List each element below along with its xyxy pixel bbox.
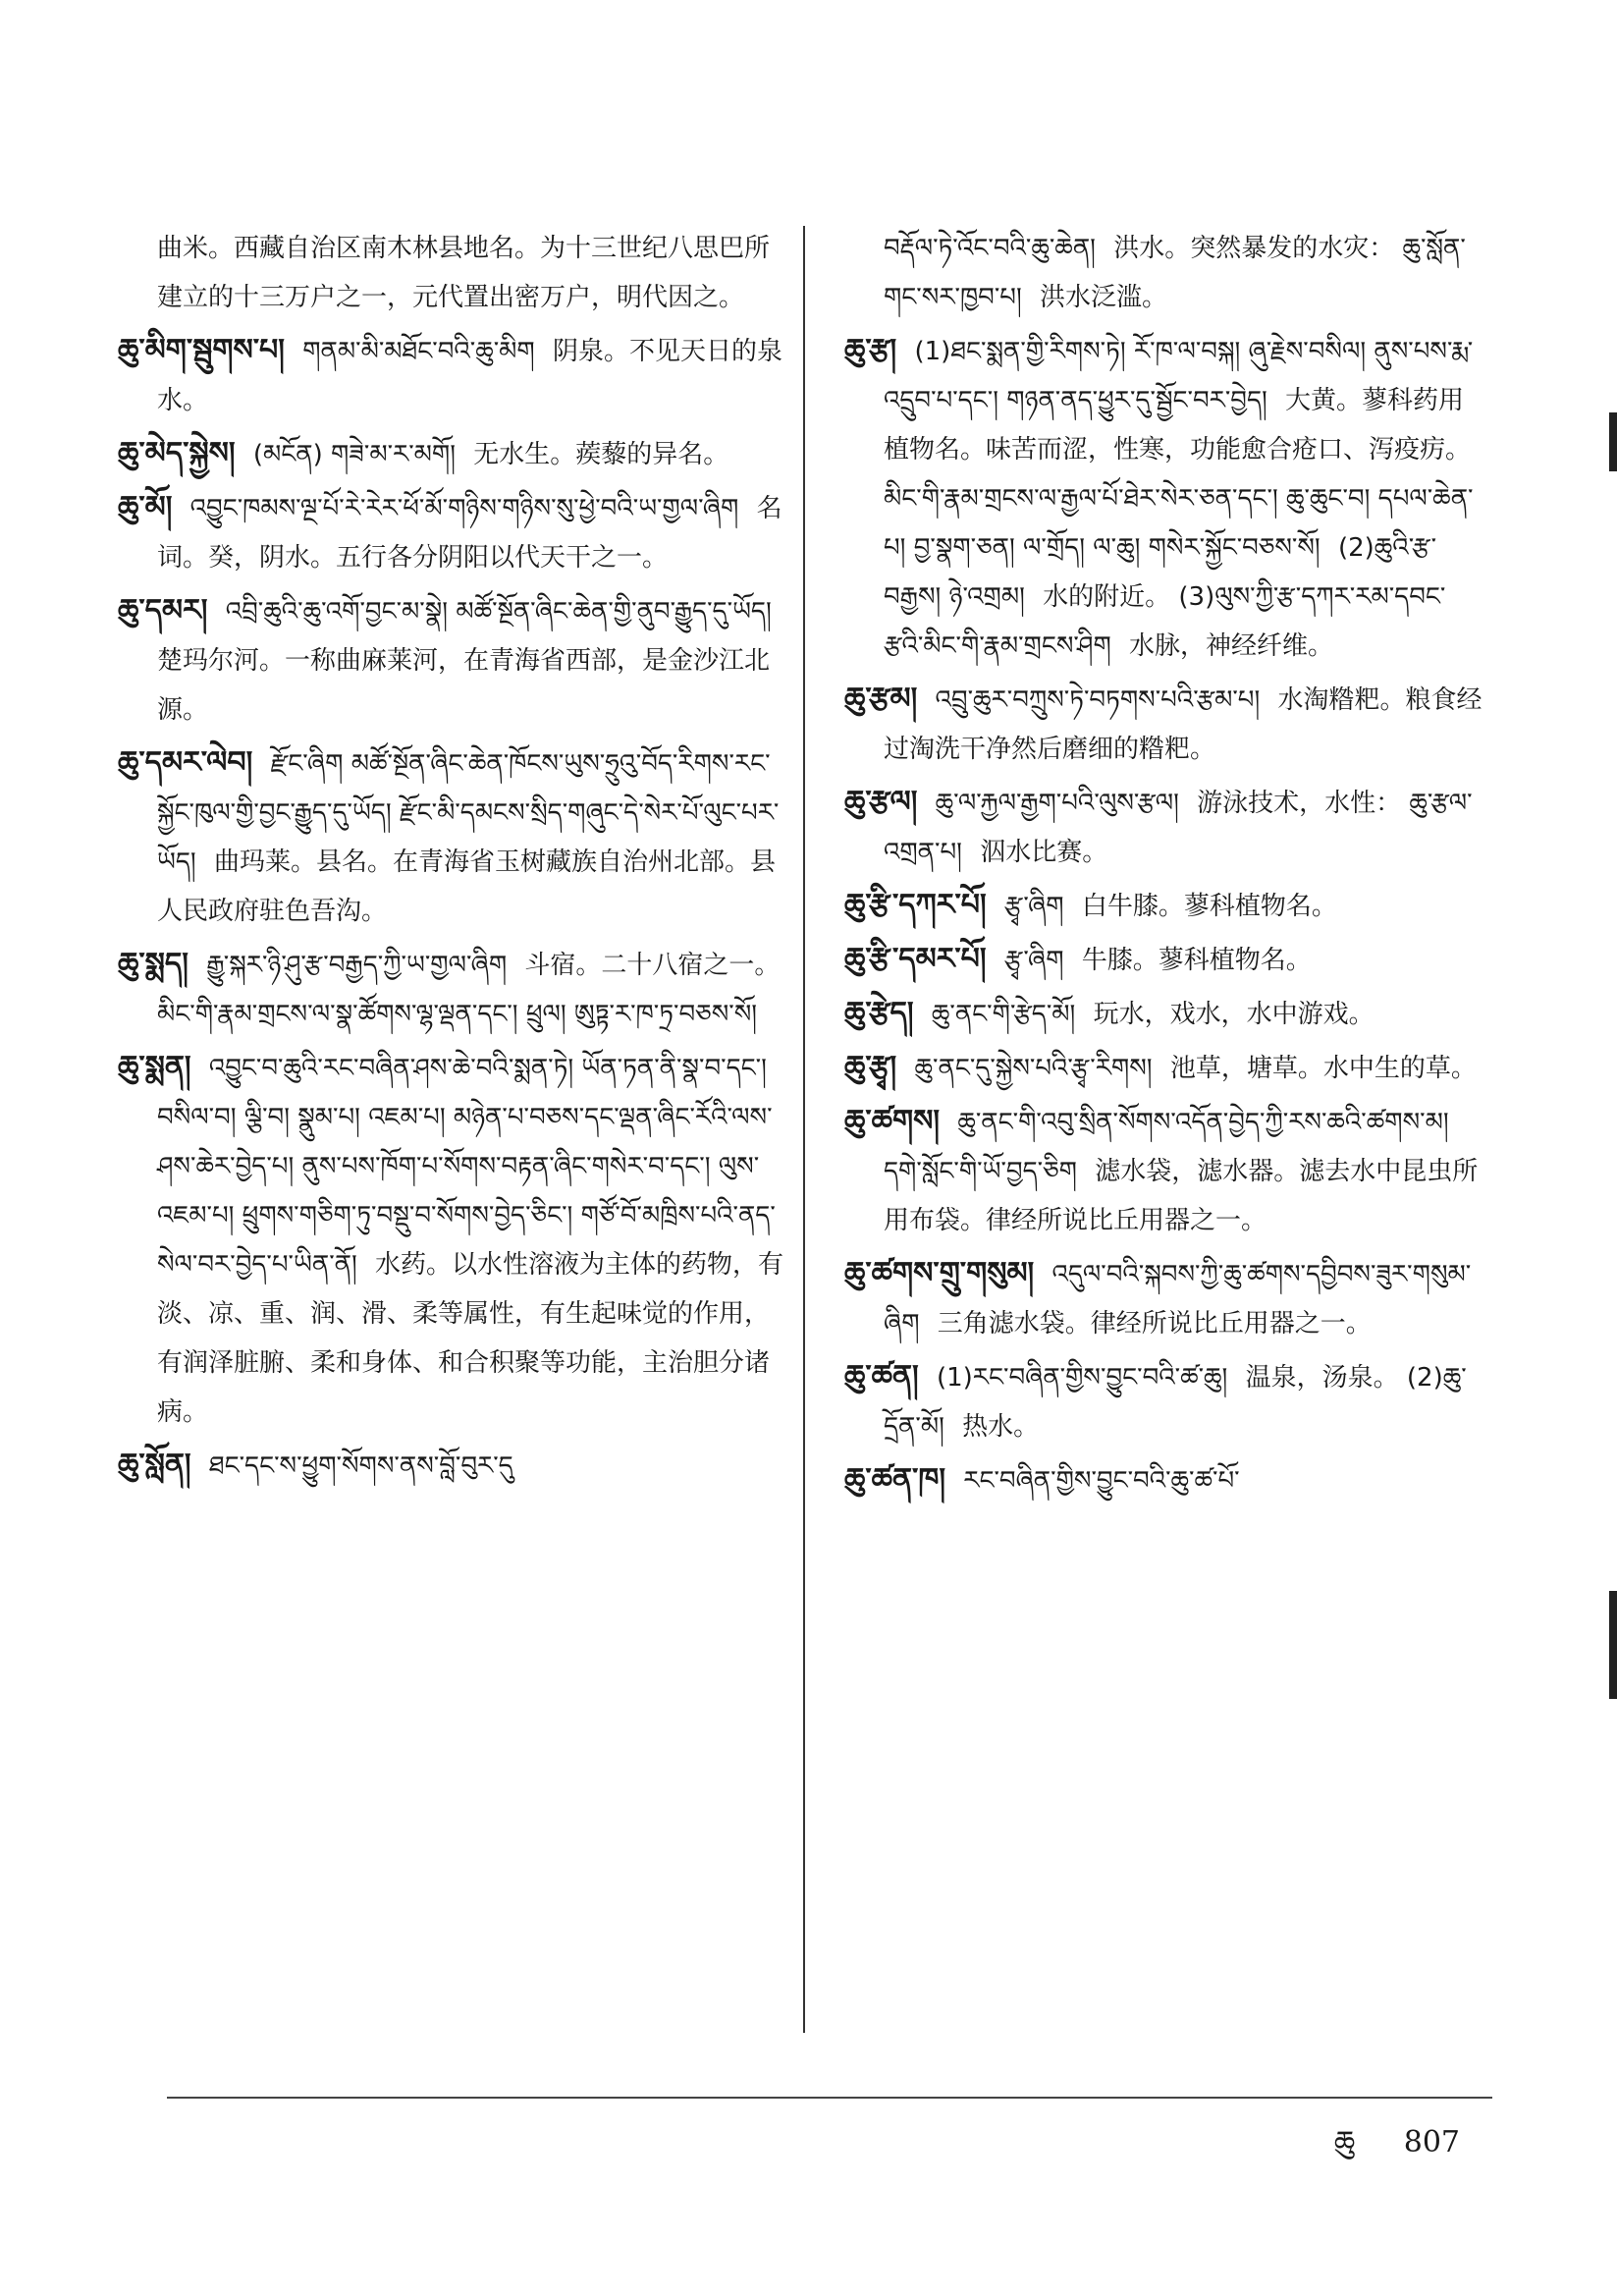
entry-chinese: 楚玛尔河。一称曲麻莱河，在青海省西部，是金沙江北源。	[157, 646, 771, 725]
entry-headword: ཆུ་སྨད།	[118, 947, 189, 981]
entry-headword: ཆུ་མེད་སྐྱེས།	[118, 436, 236, 470]
entry-chinese: 牛膝。蓼科植物名。	[1081, 946, 1312, 975]
entry-8	[118, 1043, 785, 1437]
entry-chinese: 水药。以水性溶液为主体的药物，有淡、凉、重、润、滑、柔等属性，有生起味觉的作用，有润泽脏腑、柔和身体、和合积聚等功能，主治胆分诸病。	[157, 1250, 784, 1427]
entry-tibetan-cont: མིང་གི་རྣམ་གྲངས་ལ་རྒྱལ་པོ་ཐེར་སེར་ཅན་དང་། ཆུ་ཆུང་བ། དཔལ་ཆེན་པ། བྱ་སྣག་ཅན། ལ་གྲོད། ལ་ཆུ། གསེར་སྐྱོང་བཅས་སོ།	[884, 484, 1474, 563]
section-letter: ཆུ	[1333, 2125, 1356, 2159]
entry-chinese: 名词。癸，阴水。五行各分阴阳以代天干之一。	[157, 494, 782, 573]
entry-chinese: 玩水，戏水，水中游戏。	[1093, 1000, 1374, 1029]
right-column	[844, 224, 1482, 1509]
entry-chinese: 温泉，汤泉。	[1245, 1363, 1399, 1393]
entry-headword: ཆུ་མིག་སྦུགས་པ།	[118, 333, 285, 367]
entry-1	[157, 224, 785, 322]
page-footer	[1334, 2109, 1460, 2192]
entry-tibetan: (1)ཐང་སྨན་གྱི་རིགས་ཏེ། རོ་ཁ་ལ་བསྐ། ཞུ་རྗེས་བསིལ། ནུས་པས་རྨ་འདྲུབ་པ་དང་། གཉན་ནད་ཕྱུར་དུ་སྦྱོང་བར་བྱེད།	[884, 337, 1474, 415]
entry-headword: ཆུ་རྩི་དཀར་པོ།	[844, 888, 987, 922]
entry-sense-2-chinese: 热水。	[962, 1412, 1040, 1442]
entry-r11	[844, 1352, 1482, 1451]
entry-sense-2-tibetan: (2)ཆུ་དྲོན་མོ།	[884, 1363, 1467, 1442]
entry-headword: ཆུ་ཚན་ཁ།	[844, 1462, 945, 1497]
entry-9	[118, 1441, 785, 1491]
entry-r1	[884, 224, 1482, 322]
entry-r2	[844, 326, 1482, 671]
entry-tibetan: ཆུ་ནང་གི་རྩེད་མོ།	[931, 1000, 1076, 1029]
entry-headword: ཆུ་སློན།	[118, 1448, 191, 1482]
entry-tibetan: ཆུ་ལ་རྐྱལ་རྒྱག་པའི་ལུས་རྩལ།	[935, 789, 1179, 818]
entry-tibetan: རྩྭ་ཞིག	[1003, 892, 1064, 921]
entry-r9	[844, 1097, 1482, 1245]
entry-chinese: 斗宿。二十八宿之一。	[524, 951, 781, 980]
entry-headword: ཆུ་ཚན།	[844, 1359, 919, 1394]
page-number: 807	[1403, 2125, 1460, 2159]
entry-tibetan: ཆུ་ནང་གི་འབུ་སྲིན་སོགས་འདོན་བྱེད་ཀྱི་རས་ཆའི་ཚགས་མ། དགེ་སློང་གི་ཡོ་བྱད་ཅིག	[884, 1108, 1449, 1186]
entry-tibetan: འབྲི་ཆུའི་ཆུ་འགོ་བྱང་མ་སྣེ། མཚོ་སྔོན་ཞིང་ཆེན་གྱི་ནུབ་རྒྱུད་དུ་ཡོད།	[225, 597, 772, 627]
entry-tibetan-cont: མིང་གི་རྣམ་གྲངས་ལ་སྣ་ཚོགས་ལྷ་ལྡན་དང་། ཕྲུལ། ཨུཏྟ་ར་ཁ་ཏྲ་བཅས་སོ།	[157, 1000, 758, 1029]
entry-tibetan: ཐང་དང་ས་ཕྱུག་སོགས་ནས་བློ་བུར་དུ	[208, 1451, 513, 1481]
column-divider	[803, 226, 805, 2033]
entry-chinese: 无水生。蒺藜的异名。	[473, 440, 729, 469]
entry-headword: ཆུ་ཚགས།	[844, 1104, 941, 1138]
entry-example-chinese: 洪水泛滥。	[1040, 283, 1168, 312]
entry-chinese: 水淘糌粑。粮食经过淘洗干净然后磨细的糌粑。	[884, 685, 1482, 764]
entry-r5	[844, 881, 1482, 931]
entry-r7	[844, 989, 1482, 1039]
entry-headword: ཆུ་རྩྭ།	[844, 1050, 897, 1084]
entry-headword: ཆུ་རྩལ།	[844, 785, 918, 819]
entry-tibetan: རྩྭ་ཞིག	[1003, 946, 1064, 975]
entry-7	[118, 940, 785, 1039]
entry-tibetan: འབྲུ་ཆུར་བཀྲུས་ཏེ་བཏགས་པའི་རྩམ་པ།	[935, 685, 1261, 715]
entry-r10	[844, 1249, 1482, 1348]
entry-r6	[844, 935, 1482, 985]
entry-chinese: 滤水袋，滤水器。滤去水中昆虫所用布袋。律经所说比丘用器之一。	[884, 1157, 1479, 1235]
footer-rule	[167, 2097, 1492, 2099]
entry-r4	[844, 778, 1482, 877]
entry-headword: ཆུ་རྩི་དམར་པོ།	[844, 942, 987, 976]
entry-tibetan: འདུལ་བའི་སྐབས་ཀྱི་ཆུ་ཚགས་དབྱིབས་ཟུར་གསུམ་ཞིག	[884, 1260, 1472, 1339]
entry-headword: ཆུ་རྩ།	[844, 333, 897, 367]
entry-2	[118, 326, 785, 425]
entry-example-chinese: 泅水比赛。	[980, 838, 1108, 867]
entry-tibetan: བརྡོལ་ཏེ་འོང་བའི་ཆུ་ཆེན།	[884, 234, 1096, 263]
entry-tibetan: གནམ་མི་མཐོང་བའི་ཆུ་མིག	[302, 337, 535, 366]
entry-chinese: 洪水。突然暴发的水灾：	[1113, 234, 1395, 263]
entry-headword: ཆུ་ཚགས་གྲུ་གསུམ།	[844, 1256, 1035, 1290]
entry-chinese: 白牛膝。蓼科植物名。	[1081, 892, 1337, 921]
entry-tibetan: ཆུ་ནང་དུ་སྐྱེས་པའི་རྩྭ་རིགས།	[914, 1054, 1153, 1083]
entry-tibetan: རང་བཞིན་གྱིས་བྱུང་བའི་ཆུ་ཚ་པོ་	[963, 1466, 1240, 1496]
entry-chinese: 三角滤水袋。律经所说比丘用器之一。	[937, 1309, 1372, 1339]
entry-sense-3-tibetan: (3)ལུས་ཀྱི་རྩ་དཀར་རམ་དབང་རྩའི་མིང་གི་རྣམ་གྲངས་ཤིག	[884, 582, 1446, 661]
entry-tibetan: (1)རང་བཞིན་གྱིས་བྱུང་བའི་ཚ་ཆུ།	[936, 1363, 1228, 1393]
entry-headword: ཆུ་རྩམ།	[844, 682, 918, 716]
left-column	[118, 224, 785, 1495]
entry-chinese: 曲玛莱。县名。在青海省玉树藏族自治州北部。县人民政府驻色吾沟。	[157, 847, 776, 926]
entry-tibetan: འབྱུང་བ་ཆུའི་རང་བཞིན་ཤས་ཆེ་བའི་སྨན་ཏེ། ཡོན་ཏན་ནི་སྣ་བ་དང་། བསིལ་བ། ལྕི་བ། སྣུམ་པ། འཇམ་པ། མཉེན་པ་བཅས་དང་ལྡན་ཞིང་རོའི་ལས་ཤས་ཆེར་བྱེད་པ། ནུས་པས་ཁོག་པ་སོགས་བརྟན་ཞིང་གསེར་བ་དང་། ལུས་འཇམ་པ། ཕྲུགས་གཅིག་ཏུ་བསྡུ་བ་སོགས་བྱེད་ཅིང་། གཙོ་བོ་མཁྲིས་པའི་ནད་སེལ་བར་བྱེད་པ་ཡིན་ནོ།	[157, 1054, 776, 1280]
entry-sense-3-chinese: 水脉，神经纤维。	[1129, 631, 1334, 661]
entry-4	[118, 483, 785, 582]
entry-chinese: 池草，塘草。水中生的草。	[1169, 1054, 1477, 1083]
entry-r8	[844, 1043, 1482, 1093]
entry-headword: ཆུ་མོ།	[118, 490, 173, 524]
entry-headword: ཆུ་དམར་ལེབ།	[118, 745, 253, 780]
entry-headword: ཆུ་སྨན།	[118, 1050, 191, 1084]
entry-chinese: 大黄。蓼科药用植物名。味苦而涩，性寒，功能愈合疮口、泻疫疠。	[884, 386, 1472, 465]
entry-chinese: 曲米。西藏自治区南木林县地名。为十三世纪八思巴所建立的十三万户之一，元代置出密万户，明代因之。	[157, 234, 771, 312]
entry-headword: ཆུ་རྩེད།	[844, 996, 914, 1030]
entry-headword: ཆུ་དམར།	[118, 593, 208, 628]
entry-tibetan: རྫོང་ཞིག མཚོ་སྔོན་ཞིང་ཆེན་ཁོངས་ཡུས་ཧྲུའུ་བོད་རིགས་རང་སྐྱོང་ཁུལ་གྱི་བྱང་རྒྱུད་དུ་ཡོད། རྫོང་མི་དམངས་སྲིད་གཞུང་དེ་སེར་པོ་ལུང་པར་ཡོད།	[157, 749, 780, 877]
entry-tibetan: (མངོན) གཟེ་མ་ར་མགོ།	[252, 440, 457, 469]
entry-3	[118, 429, 785, 479]
entry-example-tibetan: ཆུ་སློན་གང་སར་ཁྱབ་པ།	[884, 234, 1466, 312]
entry-5	[118, 586, 785, 735]
entry-r3	[844, 675, 1482, 774]
entry-6	[118, 738, 785, 936]
entry-example-tibetan: ཆུ་རྩལ་འགྲན་པ།	[884, 789, 1473, 867]
entry-r12	[844, 1455, 1482, 1505]
entry-tibetan: འབྱུང་ཁམས་ལྔ་པོ་རེ་རེར་ཕོ་མོ་གཉིས་གཉིས་སུ་ཕྱེ་བའི་ཡ་གྱལ་ཞིག	[189, 494, 739, 523]
margin-mark	[1609, 412, 1617, 471]
entry-chinese: 游泳技术，水性：	[1197, 789, 1402, 818]
entry-tibetan: རྒྱུ་སྐར་ཉི་ཤུ་རྩ་བརྒྱད་ཀྱི་ཡ་གྱལ་ཞིག	[206, 951, 508, 980]
entry-sense-2-tibetan: (2)ཆུའི་རྩ་བརྒྱས། ཉེ་འགྲམ།	[884, 533, 1437, 612]
entry-sense-2-chinese: 水的附近。	[1043, 582, 1171, 612]
entry-chinese: 阴泉。不见天日的泉水。	[157, 337, 783, 415]
margin-mark	[1609, 1591, 1617, 1699]
